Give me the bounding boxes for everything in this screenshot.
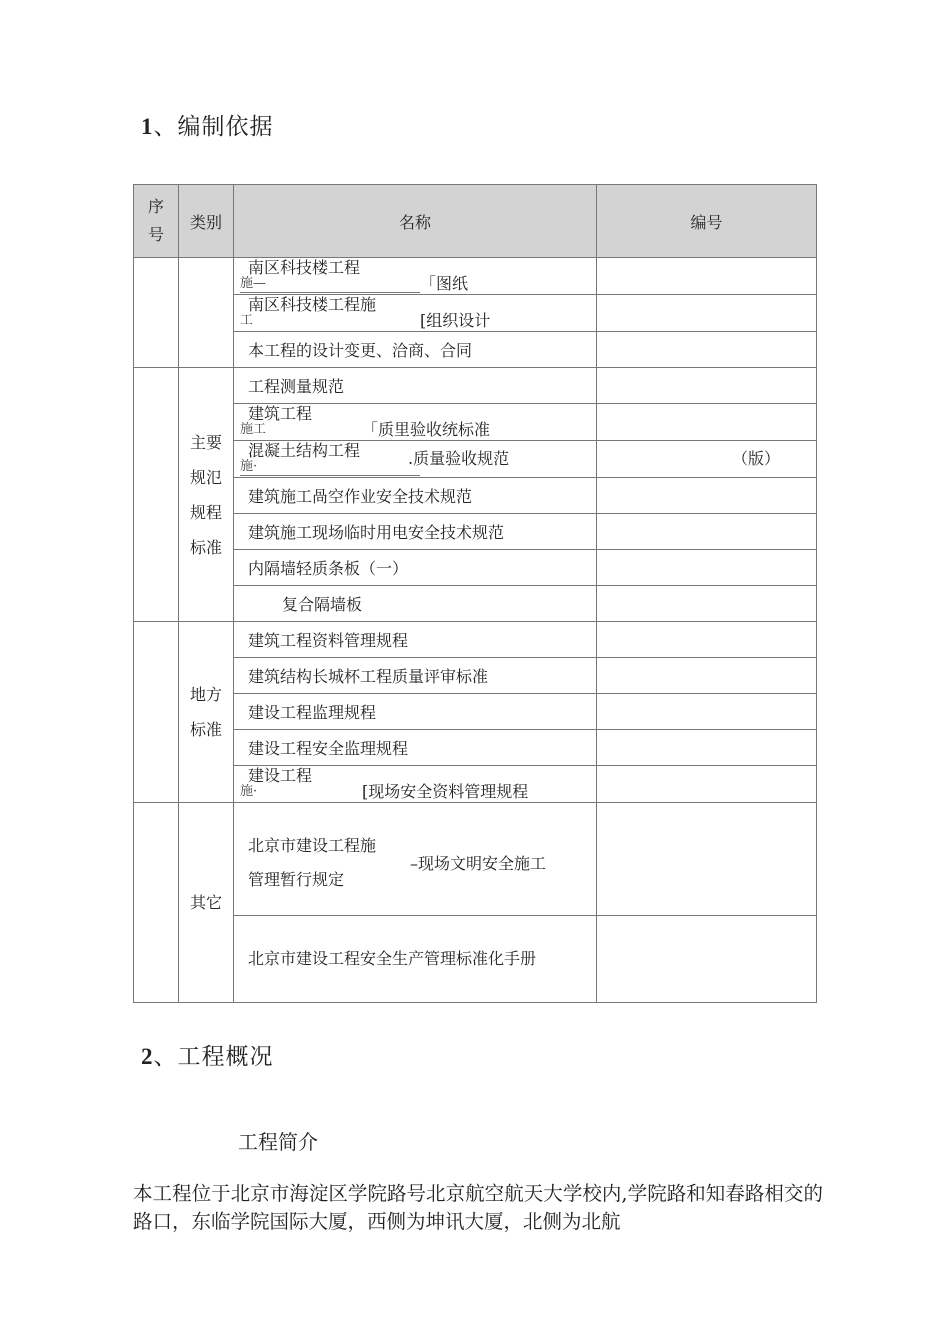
name-cell: 复合隔墙板: [234, 586, 597, 622]
name-cell: 建筑施工咼空作业安全技术规范: [234, 478, 597, 514]
code-cell: [597, 368, 817, 404]
section-number: 1: [141, 114, 154, 139]
name-cell: 建筑工程 施工 「质里验收统标准: [234, 404, 597, 441]
code-cell: [597, 404, 817, 441]
header-category: 类别: [179, 185, 234, 258]
table-row: [134, 622, 817, 658]
code-cell: [597, 658, 817, 694]
seq-cell: [134, 368, 179, 622]
seq-cell: [134, 803, 179, 1003]
name-cell: 本工程的设计变更、洽商、合同: [234, 332, 597, 368]
section-title: 、编制依据: [153, 114, 274, 140]
table-row: [134, 258, 817, 295]
subheading: 工程简介: [238, 1130, 318, 1154]
table-row: [134, 441, 817, 478]
name-cell: 建设工程安全监理规程: [234, 730, 597, 766]
section-number: 2: [141, 1044, 154, 1069]
code-cell: [597, 622, 817, 658]
seq-cell: [134, 622, 179, 803]
section-title: 、工程概况: [153, 1044, 274, 1070]
name-cell: 混凝土结构工程 施· .质量验收规范: [234, 441, 597, 478]
code-cell: [597, 441, 817, 478]
name-cell: 内隔墙轻质条板（一）: [234, 550, 597, 586]
code-cell: [597, 258, 817, 295]
table-row: [134, 404, 817, 441]
name-cell: 建设工程监理规程: [234, 694, 597, 730]
code-cell: [597, 916, 817, 1003]
table-row: [134, 368, 817, 404]
name-cell: 南区科技楼工程 施— 「图纸: [234, 258, 597, 295]
header-code: 编号: [597, 185, 817, 258]
name-cell: 建筑施工现场临时用电安全技术规范: [234, 514, 597, 550]
code-cell: [597, 803, 817, 916]
category-cell: 主要 规氾 规程 标准: [179, 368, 234, 622]
name-cell: 建筑结构长城杯工程质量评审标准: [234, 658, 597, 694]
table-row: [134, 694, 817, 730]
section-heading-2: [141, 1038, 274, 1071]
category-cell: 地方 标准: [179, 622, 234, 803]
seq-cell: [134, 258, 179, 368]
name-cell: 建筑工程资料管理规程: [234, 622, 597, 658]
name-cell: 北京市建设工程施 管理暂行规定 –现场文明安全施工: [234, 803, 597, 916]
code-cell: [597, 550, 817, 586]
category-cell: 其它: [179, 803, 234, 1003]
code-cell: [597, 478, 817, 514]
code-cell: [597, 586, 817, 622]
code-cell: [597, 694, 817, 730]
code-cell: [597, 766, 817, 803]
name-cell: 北京市建设工程安全生产管理标准化手册: [234, 916, 597, 1003]
table-row: [134, 332, 817, 368]
code-cell: [597, 295, 817, 332]
table-row: [134, 586, 817, 622]
table-row: [134, 514, 817, 550]
table-row: [134, 295, 817, 332]
version-label: （版）: [731, 449, 780, 468]
code-cell: [597, 730, 817, 766]
section-heading-1: [141, 108, 274, 141]
name-cell: 工程测量规范: [234, 368, 597, 404]
body-paragraph: 本工程位于北京市海淀区学院路号北京航空航天大学校内,学院路和知春路相交的路口，东临学院国际大厦，西侧为坤讯大厦，北侧为北航: [133, 1182, 823, 1233]
table-row: [134, 658, 817, 694]
table-row: [134, 766, 817, 803]
name-cell: 建设工程 施· [现场安全资料管理规程: [234, 766, 597, 803]
table-row: [134, 730, 817, 766]
code-cell: [597, 332, 817, 368]
header-seq: 序 号: [134, 185, 179, 258]
table-row: [134, 916, 817, 1003]
header-name: 名称: [234, 185, 597, 258]
basis-table: [133, 184, 817, 1003]
table-row: [134, 803, 817, 916]
table-header-row: [134, 185, 817, 258]
code-cell: [597, 514, 817, 550]
table-row: [134, 550, 817, 586]
category-cell: [179, 258, 234, 368]
name-cell: 南区科技楼工程施 工 [组织设计: [234, 295, 597, 332]
table-row: [134, 478, 817, 514]
